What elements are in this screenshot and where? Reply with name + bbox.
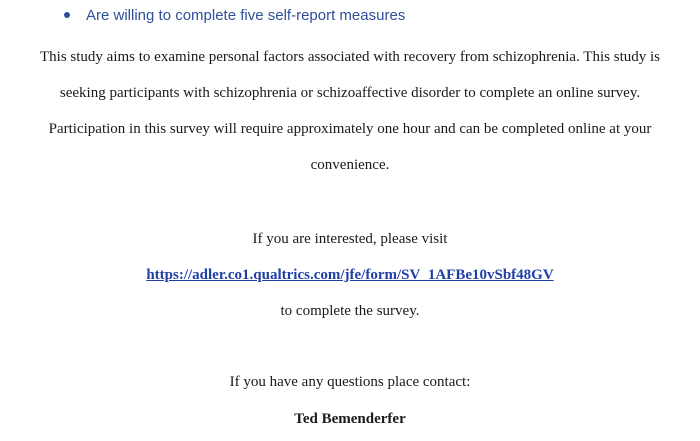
interest-text: If you are interested, please visit [252, 231, 448, 247]
bullet-icon [64, 12, 70, 18]
contact-name: Ted Bemenderfer [294, 411, 406, 427]
survey-link-line [0, 265, 700, 285]
complete-text: to complete the survey. [280, 303, 420, 319]
bullet-text: Are willing to complete five self-report measures [86, 6, 406, 24]
questions-text: If you have any questions place contact: [229, 374, 471, 390]
study-description: This study aims to examine personal factors associated with recovery from schizophrenia. This study is seeking participants with schizophrenia or schizoaffective disorder to complete an online survey. Participation in this survey will require approximately one hour and can be completed online at your convenience. [40, 49, 660, 173]
survey-link[interactable]: https://adler.co1.qualtrics.com/jfe/form/SV_1AFBe10vSbf48GV [146, 267, 554, 283]
bullet-item [64, 4, 405, 26]
